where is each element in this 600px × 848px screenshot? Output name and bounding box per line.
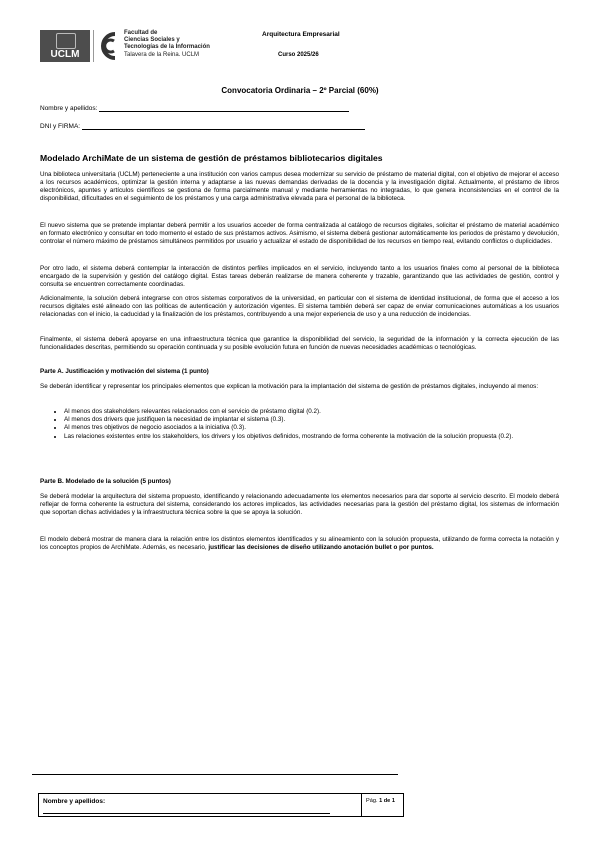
uclm-logo xyxy=(40,30,90,62)
page-prefix: Pág. xyxy=(366,798,380,804)
page-mid: de xyxy=(382,798,392,804)
page-current: 1 xyxy=(379,798,383,804)
part-a-heading: Parte A. Justificación y motivación del sistema (1 punto) xyxy=(40,368,209,375)
dni-field xyxy=(40,122,365,130)
part-b-paragraph-text: Se deberá modelar la arquitectura del sistema propuesto, identificando y relacionando adecuadamente los elementos necesarios para dar soporte al servicio descrito. El modelo deberá reflejar de forma coherente la estructura del sistema, considerando los actores implicados, las actividades necesarias para la gestión del préstamo digital, los sistemas de información que soportan dichas actividades y la infraestructura técnica sobre la que se apoya la solución. xyxy=(40,493,559,516)
paragraph xyxy=(40,265,559,289)
exam-title: Convocatoria Ordinaria – 2º Parcial (60%) xyxy=(221,86,379,95)
faculty-line: Ciencias Sociales y xyxy=(124,37,180,44)
faculty-name xyxy=(124,30,210,59)
paragraph-text: El nuevo sistema que se pretende implantar deberá permitir a los usuarios acceder de forma centralizada al catálogo de recursos digitales, solicitar el préstamo de material académico en formato electrónico y consultar en todo momento el estado de sus préstamos activos. Asimismo, el sistema deberá gestionar automáticamente los periodos de préstamo y devolución, controlar el número máximo de préstamos simultáneos permitidos por usuario y actualizar el estado de disponibilidad de los recursos en tiempo real, evitando conflictos o duplicidades. xyxy=(40,222,559,245)
paragraph xyxy=(40,222,559,246)
logo-text: UCLM xyxy=(50,49,80,60)
part-a-list xyxy=(40,408,559,441)
part-b-paragraph-text xyxy=(40,536,559,552)
footer-rule xyxy=(32,774,398,775)
statement-title: Modelado ArchiMate de un sistema de gestión de préstamos bibliotecarios digitales xyxy=(40,153,383,163)
list-item: • Las relaciones existentes entre los stakeholders, los drivers y los objetivos definidos, mostrando de forma coherente la motivación de la solución propuesta (0.2). xyxy=(64,433,559,441)
faculty-logo-icon xyxy=(95,30,121,62)
footer-name-label: Nombre y apellidos: xyxy=(43,798,106,805)
page-number xyxy=(366,798,395,804)
part-b-paragraph xyxy=(40,536,559,552)
list-item: • Al menos dos drivers que justifiquen la necesidad de implantar el sistema (0.3). xyxy=(64,416,559,424)
part-b-heading: Parte B. Modelado de la solución (5 puntos) xyxy=(40,478,171,485)
part-b-paragraph xyxy=(40,493,559,517)
course-year: Curso 2025/26 xyxy=(278,52,319,58)
part-b-text: El modelo deberá mostrar de manera clara la relación entre los distintos elementos identificados y su alineamiento con la solución propuesta, utilizando de forma correcta la notación y los conceptos propios de ArchiMate. Además, es necesario, xyxy=(40,536,559,551)
name-label: Nombre y apellidos: xyxy=(40,105,98,112)
faculty-line: Facultad de xyxy=(124,30,158,36)
page-header xyxy=(40,30,560,70)
seal-icon xyxy=(56,33,76,49)
paragraph-text: Finalmente, el sistema deberá apoyarse en una infraestructura técnica que garantice la disponibilidad del servicio, la seguridad de la información y la correcta ejecución de las funcionalidades descritas, permitiendo su operación continuada y su posible evolución futura en función de nuevas necesidades académicas o tecnológicas. xyxy=(40,336,559,351)
faculty-line: Tecnologías de la Información xyxy=(124,44,210,51)
page-footer xyxy=(38,793,404,817)
list-item: • Al menos dos stakeholders relevantes relacionados con el servicio de préstamo digital (0.2). xyxy=(64,408,559,416)
part-a-intro xyxy=(40,383,559,391)
paragraph xyxy=(40,171,559,203)
faculty-line: Talavera de la Reina. UCLM xyxy=(124,51,200,58)
list-item: • Al menos tres objetivos de negocio asociados a la iniciativa (0.3). xyxy=(64,424,559,432)
logo-divider xyxy=(93,30,94,62)
paragraph-text: Por otro lado, el sistema deberá contemplar la interacción de distintos perfiles implicados en el servicio, incluyendo tanto a los usuarios finales como al personal de la biblioteca encargado de la supervisión y gestión del catálogo digital. Estas tareas deberán realizarse de manera coherente y trazable, garantizando que las actividades de gestión, control y consulta se encuentren correctamente coordinadas. xyxy=(40,265,559,288)
paragraph-text: Una biblioteca universitaria (UCLM) perteneciente a una institución con varios campus desea modernizar su servicio de préstamo de material digital, con el objetivo de mejorar el acceso a los recursos académicos, optimizar la gestión interna y adaptarse a las nuevas demandas derivadas de la docencia y la investigación digital. Actualmente, el préstamo de libros electrónicos, apuntes y artículos científicos se gestiona de forma parcialmente manual y mediante herramientas no integradas, lo que genera inconsistencias en el control de la disponibilidad, dificultades en el seguimiento de los préstamos y una carga administrativa elevada para el personal de la biblioteca. xyxy=(40,171,559,202)
course-name: Arquitectura Empresarial xyxy=(262,31,340,38)
page-total: 1 xyxy=(391,798,395,804)
paragraph-text: Adicionalmente, la solución deberá integrarse con otros sistemas corporativos de la universidad, en particular con el sistema de identidad institucional, de forma que el acceso a los recursos digitales esté alineado con las políticas de autenticación y autorización vigentes. El sistema también deberá ser capaz de enviar comunicaciones automáticas a los usuarios relacionadas con el inicio, la caducidad y la finalización de los préstamos, contribuyendo a una mejor experiencia de uso y a una reducción de incidencias. xyxy=(40,295,559,318)
dni-label: DNI y FIRMA: xyxy=(40,123,81,130)
footer-name-line xyxy=(43,813,330,814)
part-a-intro-text: Se deberán identificar y representar los principales elementos que explican la motivación para la implantación del sistema de gestión de préstamos digitales, incluyendo al menos: xyxy=(40,383,539,390)
name-line xyxy=(99,104,349,112)
part-b-emphasis: justificar las decisiones de diseño utilizando anotación bullet o por puntos. xyxy=(208,544,434,551)
paragraph xyxy=(40,295,559,319)
footer-divider xyxy=(361,794,362,816)
name-field xyxy=(40,104,349,112)
dni-line xyxy=(82,122,365,130)
paragraph xyxy=(40,336,559,352)
